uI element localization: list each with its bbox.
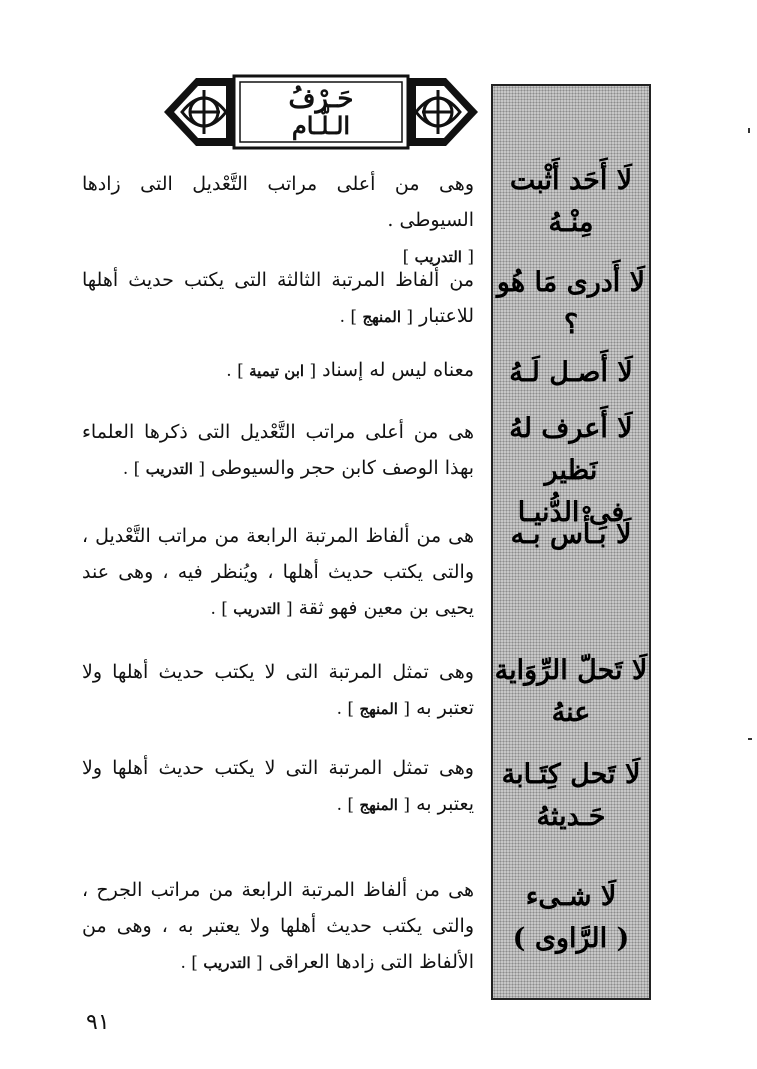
- source-reference: المنهج: [359, 700, 398, 718]
- source-reference: التدريب: [233, 600, 281, 618]
- definition-3: معناه ليس له إسناد [ ابن تيمية ] .: [226, 359, 474, 381]
- term-6: لَا تَحلّ الرِّوَاية عنهُ: [494, 655, 648, 728]
- definition-1: وهى من أعلى مراتب التَّعْديل التى زادها السيوطى . [ التدريب ]: [82, 173, 474, 267]
- term-2: لَا أَدرى مَا هُو ؟: [496, 267, 646, 340]
- definition-text: وهى من أعلى مراتب التَّعْديل التى زادها السيوطى .: [82, 173, 474, 231]
- term-1: لَا أَحَد أَثْبت مِنْـهُ: [509, 165, 633, 238]
- chapter-title: [234, 78, 408, 146]
- term-8: لَا شـىء ( الرَّاوى ): [512, 881, 630, 954]
- term-4: لَا أَعرف لهُ نَظير فى الدُّنيـا: [509, 413, 633, 528]
- definition-text: معناه ليس له إسناد: [322, 359, 474, 381]
- definition-8: هى من ألفاظ المرتبة الرابعة من مراتب الجرح ، والتى يكتب حديث أهلها ولا يعتبر به ، وهى من الألفاظ التى زادها العراقى [ التدريب ] .: [82, 879, 474, 973]
- scan-mark: [748, 128, 750, 133]
- definition-text: هى من ألفاظ المرتبة الرابعة من مراتب الجرح ، والتى يكتب حديث أهلها ولا يعتبر به ، وهى من الألفاظ التى زادها العراقى: [82, 879, 474, 973]
- chapter-title-line2: الـلّـام: [291, 111, 351, 141]
- definition-text: وهى تمثل المرتبة التى لا يكتب حديث أهلها ولا تعتبر به: [82, 661, 474, 719]
- scan-mark: [748, 738, 752, 740]
- term-5: لَا بَـأْس بـه: [510, 519, 632, 550]
- definition-5: هى من ألفاظ المرتبة الرابعة من مراتب التَّعْديل ، والتى يكتب حديث أهلها ، ويُنظر فيه ، وهى عند يحيى بن معين فهو ثقة [ التدريب ] .: [82, 525, 474, 619]
- definition-4: هى من أعلى مراتب التَّعْديل التى ذكرها العلماء بهذا الوصف كابن حجر والسيوطى [ التدريب ] .: [82, 421, 474, 479]
- source-reference: التدريب: [203, 954, 251, 972]
- definition-6: وهى تمثل المرتبة التى لا يكتب حديث أهلها ولا تعتبر به [ المنهج ] .: [82, 661, 474, 719]
- source-reference: التدريب: [145, 460, 193, 478]
- definition-text: هى من ألفاظ المرتبة الرابعة من مراتب التَّعْديل ، والتى يكتب حديث أهلها ، ويُنظر فيه ، وهى عند يحيى بن معين فهو ثقة: [82, 525, 474, 619]
- definition-2: من ألفاظ المرتبة الثالثة التى يكتب حديث أهلها للاعتبار [ المنهج ] .: [82, 269, 474, 327]
- term-3: لَا أَصـل لَـهُ: [509, 357, 633, 388]
- source-reference: المنهج: [362, 308, 401, 326]
- chapter-header-ornament: [160, 74, 482, 150]
- source-reference: ابن تيمية: [249, 362, 305, 380]
- chapter-title-line1: حَـرْفُ: [288, 83, 354, 114]
- source-reference: المنهج: [359, 796, 398, 814]
- definition-text: من ألفاظ المرتبة الثالثة التى يكتب حديث أهلها للاعتبار: [82, 269, 474, 327]
- definition-text: هى من أعلى مراتب التَّعْديل التى ذكرها العلماء بهذا الوصف كابن حجر والسيوطى: [82, 421, 474, 479]
- definition-text: وهى تمثل المرتبة التى لا يكتب حديث أهلها ولا يعتبر به: [82, 757, 474, 815]
- page-number: ٩١: [86, 1010, 110, 1035]
- definition-7: وهى تمثل المرتبة التى لا يكتب حديث أهلها ولا يعتبر به [ المنهج ] .: [82, 757, 474, 815]
- term-7: لَا تَحل كِتَـابة حَـديثهُ: [501, 759, 641, 832]
- source-reference: التدريب: [414, 248, 462, 266]
